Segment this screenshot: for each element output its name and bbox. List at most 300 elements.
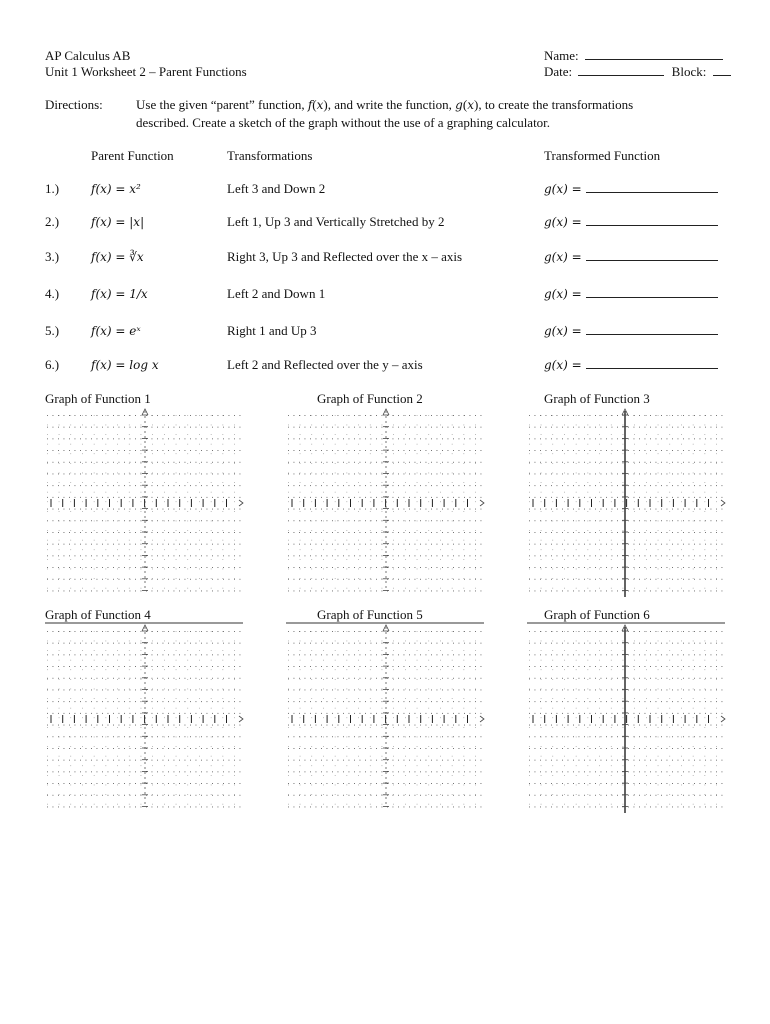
grid-dot [667, 701, 668, 702]
grid-dot [288, 425, 289, 426]
grid-dot [135, 678, 136, 679]
grid-dot [75, 713, 76, 714]
grid-dot [634, 463, 635, 464]
grid-dot [124, 771, 125, 772]
grid-dot [360, 725, 361, 726]
grid-dot [475, 727, 476, 728]
grid-dot [442, 678, 443, 679]
answer-blank[interactable] [586, 249, 718, 261]
grid-dot [211, 756, 212, 757]
grid-dot [234, 725, 235, 726]
grid-dot [141, 678, 142, 679]
grid-dot [321, 450, 322, 451]
grid-dot [404, 555, 405, 556]
grid-dot [448, 783, 449, 784]
grid-dot [201, 544, 202, 545]
grid-dot [211, 660, 212, 661]
grid-dot [64, 532, 65, 533]
grid-dot [370, 415, 371, 416]
grid-dot [164, 804, 165, 805]
grid-dot [646, 425, 647, 426]
grid-dot [64, 520, 65, 521]
grid-dot [321, 783, 322, 784]
grid-dot [288, 463, 289, 464]
transformed-function-field[interactable] [544, 323, 718, 339]
grid-dot [70, 434, 71, 435]
graph-panel-1[interactable] [45, 391, 245, 611]
grid-dot [360, 701, 361, 702]
answer-label: g(x) = [544, 182, 582, 196]
grid-dot [152, 795, 153, 796]
grid-dot [316, 567, 317, 568]
grid-dot [452, 492, 453, 493]
graph-panel-6[interactable] [527, 607, 727, 827]
grid-dot [529, 540, 530, 541]
grid-dot [223, 530, 224, 531]
block-blank[interactable] [713, 64, 731, 76]
grid-dot [360, 544, 361, 545]
grid-dot [639, 474, 640, 475]
grid-dot [108, 701, 109, 702]
grid-dot [343, 462, 344, 463]
grid-dot [716, 579, 717, 580]
graph-panel-5[interactable] [286, 607, 486, 827]
grid-dot [382, 453, 383, 454]
grid-dot [579, 427, 580, 428]
grid-dot [420, 748, 421, 749]
grid-dot [393, 804, 394, 805]
grid-dot [234, 643, 235, 644]
grid-dot [579, 654, 580, 655]
grid-dot [393, 713, 394, 714]
grid-dot [316, 678, 317, 679]
grid-dot [316, 450, 317, 451]
grid-dot [347, 804, 348, 805]
grid-dot [628, 654, 629, 655]
grid-dot [305, 631, 306, 632]
grid-dot [420, 701, 421, 702]
grid-dot [382, 746, 383, 747]
grid-dot [218, 748, 219, 749]
grid-dot [448, 485, 449, 486]
grid-dot [716, 450, 717, 451]
grid-dot [91, 555, 92, 556]
grid-dot [623, 530, 624, 531]
grid-dot [393, 725, 394, 726]
grid-dot [223, 588, 224, 589]
grid-dot [557, 474, 558, 475]
grid-dot [53, 462, 54, 463]
grid-dot [163, 509, 164, 510]
grid-dot [240, 807, 241, 808]
grid-dot [689, 485, 690, 486]
grid-dot [693, 511, 694, 512]
grid-dot [332, 654, 333, 655]
grid-dot [541, 425, 542, 426]
date-blank[interactable] [578, 64, 664, 76]
grid-dot [694, 701, 695, 702]
grid-dot [212, 678, 213, 679]
grid-dot [683, 438, 684, 439]
grid-dot [211, 689, 212, 690]
grid-dot [288, 690, 289, 691]
grid-dot [551, 678, 552, 679]
grid-dot [343, 748, 344, 749]
grid-dot [365, 427, 366, 428]
grid-dot [187, 473, 188, 474]
grid-dot [117, 444, 118, 445]
grid-dot [382, 631, 383, 632]
grid-dot [332, 567, 333, 568]
grid-dot [376, 509, 377, 510]
grid-dot [576, 453, 577, 454]
grid-dot [47, 771, 48, 772]
grid-dot [201, 795, 202, 796]
coordinate-grid[interactable] [45, 607, 245, 827]
grid-dot [358, 473, 359, 474]
grid-dot [705, 567, 706, 568]
grid-dot [82, 530, 83, 531]
grid-dot [398, 760, 399, 761]
grid-dot [94, 785, 95, 786]
grid-dot [667, 567, 668, 568]
date-block-field[interactable] [544, 64, 731, 80]
grid-dot [595, 555, 596, 556]
grid-dot [376, 631, 377, 632]
grid-dot [335, 641, 336, 642]
grid-dot [218, 450, 219, 451]
grid-dot [212, 713, 213, 714]
grid-dot [157, 807, 158, 808]
grid-dot [229, 520, 230, 521]
grid-dot [459, 807, 460, 808]
grid-dot [440, 463, 441, 464]
grid-dot [152, 473, 153, 474]
grid-dot [323, 444, 324, 445]
grid-dot [300, 689, 301, 690]
grid-dot [611, 569, 612, 570]
grid-dot [321, 474, 322, 475]
grid-dot [305, 713, 306, 714]
transformed-function-field[interactable] [544, 357, 718, 373]
answer-blank[interactable] [586, 181, 718, 193]
grid-dot [428, 679, 429, 680]
grid-dot [459, 438, 460, 439]
grid-dot [529, 690, 530, 691]
grid-dot [168, 474, 169, 475]
grid-dot [376, 485, 377, 486]
grid-dot [576, 415, 577, 416]
grid-dot [141, 501, 142, 502]
grid-dot [584, 415, 585, 416]
grid-dot [689, 520, 690, 521]
grid-dot [716, 701, 717, 702]
grid-dot [464, 713, 465, 714]
transformed-function-field[interactable] [544, 214, 718, 230]
grid-dot [64, 807, 65, 808]
grid-dot [323, 746, 324, 747]
grid-dot [168, 544, 169, 545]
grid-dot [711, 567, 712, 568]
grid-dot [332, 678, 333, 679]
grid-dot [705, 588, 706, 589]
coordinate-grid[interactable] [286, 391, 486, 611]
grid-dot [223, 679, 224, 680]
grid-dot [683, 509, 684, 510]
grid-dot [86, 497, 87, 498]
grid-dot [102, 678, 103, 679]
coordinate-grid[interactable] [527, 391, 727, 611]
grid-dot [606, 415, 607, 416]
grid-dot [459, 748, 460, 749]
grid-dot [573, 690, 574, 691]
grid-dot [711, 532, 712, 533]
grid-dot [130, 497, 131, 498]
grid-dot [185, 462, 186, 463]
grid-dot [579, 544, 580, 545]
grid-dot [299, 544, 300, 545]
grid-dot [716, 690, 717, 691]
grid-dot [310, 748, 311, 749]
grid-dot [113, 725, 114, 726]
grid-dot [459, 690, 460, 691]
grid-dot [705, 666, 706, 667]
grid-dot [338, 415, 339, 416]
grid-dot [354, 760, 355, 761]
grid-dot [75, 462, 76, 463]
answer-blank[interactable] [586, 357, 718, 369]
grid-dot [639, 497, 640, 498]
grid-dot [393, 501, 394, 502]
grid-dot [211, 511, 212, 512]
grid-dot [163, 427, 164, 428]
grid-dot [612, 497, 613, 498]
grid-dot [650, 666, 651, 667]
grid-dot [80, 509, 81, 510]
grid-dot [693, 559, 694, 560]
grid-dot [174, 427, 175, 428]
grid-dot [294, 544, 295, 545]
grid-dot [573, 450, 574, 451]
grid-dot [576, 569, 577, 570]
grid-dot [234, 425, 235, 426]
coordinate-grid[interactable] [45, 391, 245, 611]
grid-dot [354, 807, 355, 808]
grid-dot [64, 415, 65, 416]
grid-dot [323, 679, 324, 680]
grid-dot [234, 727, 235, 728]
grid-dot [102, 591, 103, 592]
grid-dot [135, 783, 136, 784]
grid-dot [398, 427, 399, 428]
grid-dot [168, 701, 169, 702]
grid-dot [564, 415, 565, 416]
transformed-function-field[interactable] [544, 181, 718, 197]
answer-blank[interactable] [586, 323, 718, 335]
grid-dot [588, 578, 589, 579]
grid-dot [223, 631, 224, 632]
grid-dot [584, 509, 585, 510]
grid-dot [335, 785, 336, 786]
grid-dot [338, 555, 339, 556]
grid-dot [207, 427, 208, 428]
grid-dot [187, 775, 188, 776]
grid-dot [310, 532, 311, 533]
grid-dot [382, 540, 383, 541]
grid-dot [448, 427, 449, 428]
grid-dot [179, 760, 180, 761]
grid-dot [417, 689, 418, 690]
grid-dot [119, 591, 120, 592]
grid-dot [321, 748, 322, 749]
grid-dot [576, 530, 577, 531]
grid-dot [86, 748, 87, 749]
grid-dot [141, 660, 142, 661]
grid-dot [426, 567, 427, 568]
grid-dot [678, 427, 679, 428]
grid-dot [152, 444, 153, 445]
grid-dot [393, 463, 394, 464]
grid-dot [634, 559, 635, 560]
grid-dot [370, 689, 371, 690]
grid-dot [617, 532, 618, 533]
grid-dot [415, 725, 416, 726]
grid-dot [453, 701, 454, 702]
grid-dot [240, 450, 241, 451]
grid-dot [672, 678, 673, 679]
grid-dot [464, 578, 465, 579]
grid-dot [207, 532, 208, 533]
grid-dot [294, 643, 295, 644]
grid-dot [360, 579, 361, 580]
grid-dot [168, 509, 169, 510]
grid-dot [69, 579, 70, 580]
grid-dot [611, 415, 612, 416]
grid-dot [678, 678, 679, 679]
grid-dot [546, 497, 547, 498]
grid-dot [584, 654, 585, 655]
grid-dot [207, 701, 208, 702]
grid-dot [371, 690, 372, 691]
grid-dot [174, 690, 175, 691]
grid-dot [475, 453, 476, 454]
transformed-function-field[interactable] [544, 286, 718, 302]
grid-dot [299, 532, 300, 533]
grid-dot [678, 579, 679, 580]
answer-blank[interactable] [586, 286, 718, 298]
grid-dot [693, 473, 694, 474]
graph-panel-4[interactable] [45, 607, 245, 827]
grid-dot [223, 804, 224, 805]
grid-dot [157, 678, 158, 679]
grid-dot [541, 463, 542, 464]
grid-dot [323, 785, 324, 786]
grid-dot [218, 520, 219, 521]
grid-dot [551, 713, 552, 714]
graph-panel-2[interactable] [286, 391, 486, 611]
grid-dot [584, 643, 585, 644]
grid-dot [448, 678, 449, 679]
grid-dot [606, 450, 607, 451]
grid-dot [409, 713, 410, 714]
grid-dot [129, 482, 130, 483]
grid-dot [700, 427, 701, 428]
grid-dot [240, 532, 241, 533]
grid-dot [102, 415, 103, 416]
grid-dot [639, 654, 640, 655]
grid-dot [311, 679, 312, 680]
grid-dot [358, 765, 359, 766]
grid-dot [428, 717, 429, 718]
grid-dot [59, 425, 60, 426]
name-blank[interactable] [585, 48, 723, 60]
grid-dot [86, 760, 87, 761]
grid-dot [464, 708, 465, 709]
grid-dot [323, 804, 324, 805]
grid-dot [58, 509, 59, 510]
grid-dot [420, 450, 421, 451]
grid-dot [349, 690, 350, 691]
grid-dot [588, 415, 589, 416]
coordinate-grid[interactable] [527, 607, 727, 827]
grid-dot [207, 415, 208, 416]
grid-dot [672, 666, 673, 667]
grid-dot [174, 713, 175, 714]
grid-dot [86, 678, 87, 679]
grid-dot [453, 760, 454, 761]
grid-dot [562, 427, 563, 428]
grid-dot [59, 521, 60, 522]
grid-dot [579, 579, 580, 580]
directions-line-2: described. Create a sketch of the graph without the use of a graphing calculator. [136, 115, 551, 130]
grid-dot [529, 497, 530, 498]
grid-dot [601, 591, 602, 592]
grid-dot [562, 567, 563, 568]
answer-blank[interactable] [586, 214, 718, 226]
grid-dot [176, 785, 177, 786]
grid-dot [683, 474, 684, 475]
grid-dot [135, 748, 136, 749]
grid-dot [157, 450, 158, 451]
grid-dot [185, 654, 186, 655]
transformed-function-field[interactable] [544, 249, 718, 265]
grid-dot [420, 438, 421, 439]
grid-dot [201, 736, 202, 737]
grid-dot [365, 438, 366, 439]
name-field[interactable] [544, 48, 723, 64]
grid-dot [163, 748, 164, 749]
coordinate-grid[interactable] [286, 607, 486, 827]
grid-dot [102, 690, 103, 691]
grid-dot [405, 569, 406, 570]
grid-dot [398, 591, 399, 592]
grid-dot [358, 559, 359, 560]
grid-dot [452, 785, 453, 786]
grid-dot [82, 727, 83, 728]
grid-dot [229, 631, 230, 632]
grid-dot [174, 748, 175, 749]
grid-dot [196, 771, 197, 772]
grid-dot [376, 462, 377, 463]
grid-dot [349, 643, 350, 644]
grid-dot [672, 631, 673, 632]
grid-dot [405, 775, 406, 776]
grid-dot [229, 690, 230, 691]
grid-dot [201, 760, 202, 761]
grid-dot [551, 450, 552, 451]
graph-panel-3[interactable] [527, 391, 727, 611]
grid-dot [168, 520, 169, 521]
